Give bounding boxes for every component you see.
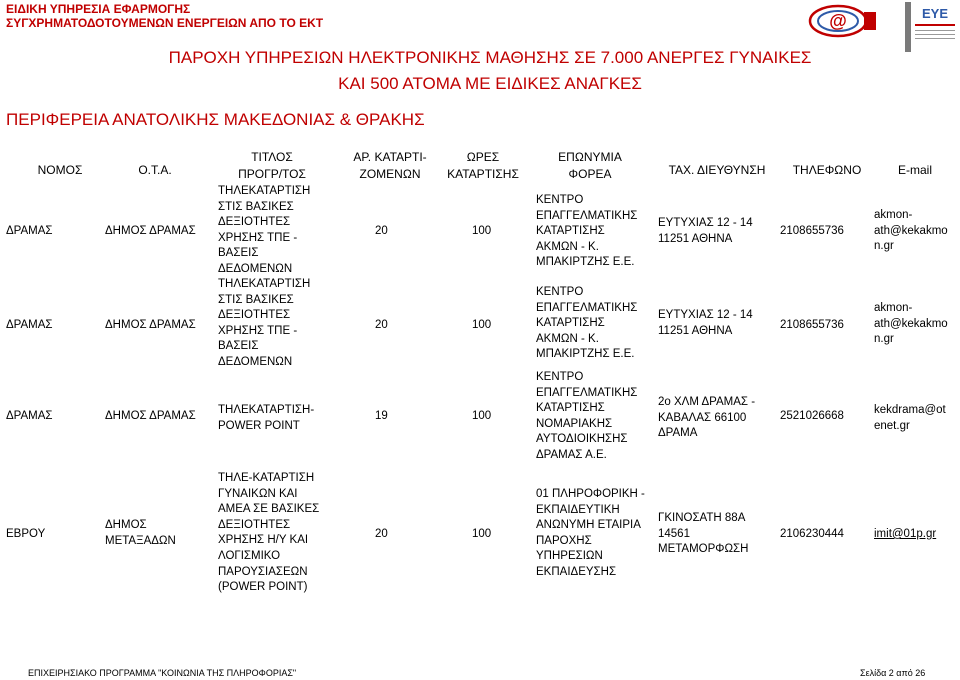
cell-tilefono: 2521026668 [780,410,844,422]
cell-eponymia: ΚΕΝΤΡΟ ΕΠΑΓΓΕΛΜΑΤΙΚΗΣ ΚΑΤΑΡΤΙΣΗΣ ΑΚΜΩΝ - Κ. ΜΠΑΚΙΡΤΖΗΣ Ε.Ε. [536,286,638,361]
cell-ota: ΔΗΜΟΣ ΜΕΤΑΞΑΔΩΝ [105,519,176,547]
svg-text:@: @ [829,11,847,31]
cell-arithmos: 19 [375,410,388,422]
cell-ota: ΔΗΜΟΣ ΔΡΑΜΑΣ [105,319,196,331]
cell-eponymia: ΚΕΝΤΡΟ ΕΠΑΓΓΕΛΜΑΤΙΚΗΣ ΚΑΤΑΡΤΙΣΗΣ ΝΟΜΑΡΙΑΚΗΣ ΑΥΤΟΔΙΟΙΚΗΣΗΣ ΔΡΑΜΑΣ Α.Ε. [536,371,638,461]
cell-email: akmon- ath@kekakmo n.gr [874,209,948,253]
col-header-titlos: ΤΙΤΛΟΣ ΠΡΟΓΡ/ΤΟΣ [238,150,306,181]
cell-nomos: ΔΡΑΜΑΣ [6,319,53,331]
page-title-line1: ΠΑΡΟΧΗ ΥΠΗΡΕΣΙΩΝ ΗΛΕΚΤΡΟΝΙΚΗΣ ΜΑΘΗΣΗΣ ΣΕ 7.000 ΑΝΕΡΓΕΣ ΓΥΝΑΙΚΕΣ [168,48,812,67]
cell-titlos: ΤΗΛΕ-ΚΑΤΑΡΤΙΣΗ ΓΥΝΑΙΚΩΝ ΚΑΙ ΑΜΕΑ ΣΕ ΒΑΣΙΚΕΣ ΔΕΞΙΟΤΗΤΕΣ ΧΡΗΣΗΣ Η/Υ ΚΑΙ ΛΟΓΙΣΜΙΚΟ ΠΑΡΟΥΣΙΑΣΕΩΝ (POWER POINT) [218,472,320,594]
cell-diefthynsi: ΕΥΤΥΧΙΑΣ 12 - 14 11251 ΑΘΗΝΑ [658,309,753,337]
region-heading: ΠΕΡΙΦΕΡΕΙΑ ΑΝΑΤΟΛΙΚΗΣ ΜΑΚΕΔΟΝΙΑΣ & ΘΡΑΚΗΣ [6,110,425,129]
cell-ores: 100 [472,225,492,237]
cell-ores: 100 [472,528,492,540]
cell-eponymia: 01 ΠΛΗΡΟΦΟΡΙΚΗ - ΕΚΠΑΙΔΕΥΤΙΚΗ ΑΝΩΝΥΜΗ ΕΤΑΙΡΙΑ ΠΑΡΟΧΗΣ ΥΠΗΡΕΣΙΩΝ ΕΚΠΑΙΔΕΥΣΗΣ [536,488,645,578]
cell-diefthynsi: 2ο ΧΛΜ ΔΡΑΜΑΣ - ΚΑΒΑΛΑΣ 66100 ΔΡΑΜΑ [658,396,756,440]
cell-nomos: ΔΡΑΜΑΣ [6,410,53,422]
col-header-nomos: ΝΟΜΟΣ [37,163,83,177]
col-header-ores: ΩΡΕΣ ΚΑΤΑΡΤΙΣΗΣ [447,150,519,181]
cell-ota: ΔΗΜΟΣ ΔΡΑΜΑΣ [105,225,196,237]
cell-ores: 100 [472,410,492,422]
cell-titlos: ΤΗΛΕΚΑΤΑΡΤΙΣΗ- POWER POINT [218,404,315,432]
col-header-arithmos: ΑΡ. ΚΑΤΑΡΤΙ- ΖΟΜΕΝΩΝ [353,150,427,181]
cell-email: kekdrama@ot enet.gr [874,404,946,432]
cell-ores: 100 [472,319,492,331]
info-society-logo [808,4,878,38]
cell-arithmos: 20 [375,319,388,331]
cell-nomos: ΔΡΑΜΑΣ [6,225,53,237]
cell-titlos: ΤΗΛΕΚΑΤΑΡΤΙΣΗ ΣΤΙΣ ΒΑΣΙΚΕΣ ΔΕΞΙΟΤΗΤΕΣ ΧΡΗΣΗΣ ΤΠΕ - ΒΑΣΕΙΣ ΔΕΔΟΜΕΝΩΝ [218,278,311,368]
cell-email: akmon- ath@kekakmo n.gr [874,302,948,346]
cell-tilefono: 2108655736 [780,225,844,237]
cell-arithmos: 20 [375,225,388,237]
cell-ota: ΔΗΜΟΣ ΔΡΑΜΑΣ [105,410,196,422]
page-title-line2: ΚΑΙ 500 ΑΤΟΜΑ ΜΕ ΕΙΔΙΚΕΣ ΑΝΑΓΚΕΣ [338,74,642,93]
footer-page-number: Σελίδα 2 από 26 [860,668,926,678]
col-header-diefthynsi: ΤΑΧ. ΔΙΕΥΘΥΝΣΗ [668,163,766,177]
cell-tilefono: 2106230444 [780,528,844,540]
email-link[interactable]: imit@01p.gr [874,528,937,540]
cell-eponymia: ΚΕΝΤΡΟ ΕΠΑΓΓΕΛΜΑΤΙΚΗΣ ΚΑΤΑΡΤΙΣΗΣ ΑΚΜΩΝ - Κ. ΜΠΑΚΙΡΤΖΗΣ Ε.Ε. [536,194,638,269]
footer-program: ΕΠΙΧΕΙΡΗΣΙΑΚΟ ΠΡΟΓΡΑΜΜΑ "ΚΟΙΝΩΝΙΑ ΤΗΣ ΠΛΗΡΟΦΟΡΙΑΣ" [28,668,297,678]
col-header-eponymia: ΕΠΩΝΥΜΙΑ ΦΟΡΕΑ [558,150,622,181]
col-header-email: E-mail [897,163,932,177]
eye-logo [905,2,957,52]
cell-diefthynsi: ΓΚΙΝΟΣΑΤΗ 88Α 14561 ΜΕΤΑΜΟΡΦΩΣΗ [658,512,749,556]
agency-name-line1: ΕΙΔΙΚΗ ΥΠΗΡΕΣΙΑ ΕΦΑΡΜΟΓΗΣ [6,2,191,16]
cell-diefthynsi: ΕΥΤΥΧΙΑΣ 12 - 14 11251 ΑΘΗΝΑ [658,217,753,245]
cell-arithmos: 20 [375,528,388,540]
eye-logo-text: ΕΥΕ [921,6,949,21]
col-header-tilefono: ΤΗΛΕΦΩΝΟ [792,163,862,177]
cell-titlos: ΤΗΛΕΚΑΤΑΡΤΙΣΗ ΣΤΙΣ ΒΑΣΙΚΕΣ ΔΕΞΙΟΤΗΤΕΣ ΧΡΗΣΗΣ ΤΠΕ - ΒΑΣΕΙΣ ΔΕΔΟΜΕΝΩΝ [218,185,311,275]
agency-name-line2: ΣΥΓΧΡΗΜΑΤΟΔΟΤΟΥΜΕΝΩΝ ΕΝΕΡΓΕΙΩΝ ΑΠΟ ΤΟ ΕΚΤ [6,16,324,30]
col-header-ota: Ο.Τ.Α. [138,163,172,177]
cell-nomos: ΕΒΡΟΥ [6,528,46,540]
cell-tilefono: 2108655736 [780,319,844,331]
